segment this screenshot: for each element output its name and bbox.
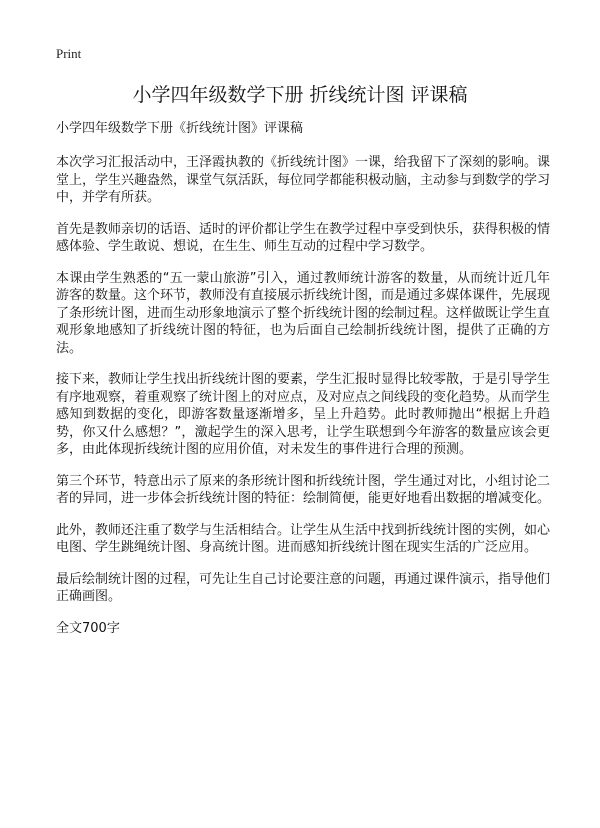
paragraph-6: 此外，教师还注重了数学与生活相结合。让学生从生活中找到折线统计图的实例，如心电图、学生跳绳统计图、身高统计图。进而感知折线统计图在现实生活的广泛应用。 [56, 522, 551, 555]
paragraph-7: 最后绘制统计图的过程，可先让生自己讨论要注意的问题，再通过课件演示，指导他们正确画图。 [56, 571, 551, 604]
paragraph-5: 第三个环节，特意出示了原来的条形统计图和折线统计图，学生通过对比，小组讨论二者的异同，进一步体会折线统计图的特征：绘制简便，能更好地看出数据的增减变化。 [56, 473, 551, 506]
print-link[interactable]: Print [56, 46, 82, 61]
paragraph-4: 接下来，教师让学生找出折线统计图的要素，学生汇报时显得比较零散，于是引导学生有序地观察，着重观察了统计图上的对应点，及对应点之间线段的变化趋势。从而学生感知到数据的变化，即游客数量逐渐增多，呈上升趋势。此时教师抛出“根据上升趋势，你又什么感想？”，激起学生的深入思考，让学生联想到今年游客的数量应该会更多，由此体现折线统计图的应用价值，对未发生的事件进行合理的预测。 [56, 372, 551, 457]
page-title: 小学四年级数学下册 折线统计图 评课稿 [132, 84, 468, 106]
document-subtitle: 小学四年级数学下册《折线统计图》评课稿 [56, 121, 304, 136]
paragraph-2: 首先是教师亲切的话语、适时的评价都让学生在教学过程中享受到快乐，获得积极的情感体验、学生敢说、想说，在生生、师生互动的过程中学习数学。 [56, 221, 551, 254]
paragraph-1: 本次学习汇报活动中，王泽霞执教的《折线统计图》一课，给我留下了深刻的影响。课堂上，学生兴趣盎然，课堂气氛活跃，每位同学都能积极动脑，主动参与到数学的学习中，并学有所获。 [56, 155, 551, 205]
paragraph-3: 本课由学生熟悉的“五一蒙山旅游”引入，通过教师统计游客的数量，从而统计近几年游客的数量。这个环节，教师没有直接展示折线统计图，而是通过多媒体课件，先展现了条形统计图，进而生动形象地演示了整个折线统计图的绘制过程。这样做既让学生直观形象地感知了折线统计图的特征，也为后面自己绘制折线统计图，提供了正确的方法。 [56, 270, 551, 356]
document-body [56, 120, 550, 638]
word-count: 全文700字 [56, 620, 120, 636]
